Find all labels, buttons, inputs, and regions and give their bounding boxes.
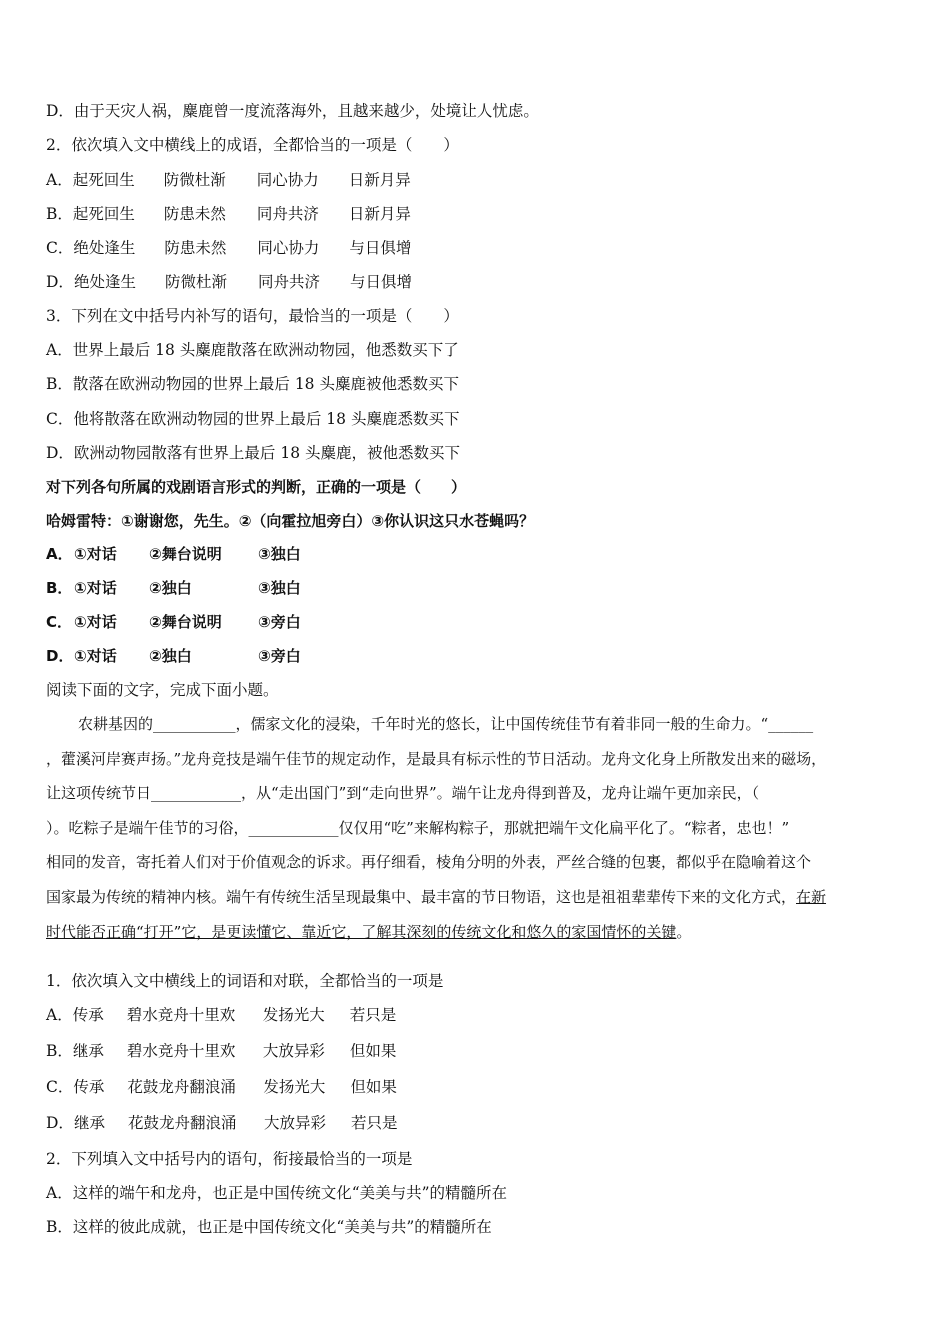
q2-option-a <box>46 169 411 191</box>
passage-line: 农耕基因的___________，儒家文化的浸染，千年时光的悠长，让中国传统佳节有着非同一般的生命力。“______ <box>78 715 814 733</box>
option-item: 传承 <box>73 1078 105 1096</box>
sub2-stem: 2．下列填入文中括号内的语句，衔接最恰当的一项是 <box>46 1150 413 1168</box>
option-item: ②独白 <box>149 579 192 597</box>
underlined-sentence: 时代能否正确“打开”它，是更读懂它、靠近它，了解其深刻的传统文化和悠久的家国情怀的关键 <box>46 922 677 941</box>
option-item: 日新月异 <box>348 171 411 189</box>
option-item: 防患未然 <box>163 205 226 223</box>
option-item: 大放异彩 <box>263 1114 326 1132</box>
passage-line: 相同的发音，寄托着人们对于价值观念的诉求。再仔细看，棱角分明的外表，严丝合缝的包裹，都似乎在隐喻着这个 <box>46 853 812 872</box>
sub1-option-a <box>46 1004 396 1026</box>
option-label: A． <box>46 545 73 563</box>
option-item: 防微杜渐 <box>163 171 226 189</box>
option-item: 花鼓龙舟翻浪涌 <box>127 1078 236 1096</box>
option-item: 起死回生 <box>72 171 135 189</box>
passage-line <box>46 915 908 950</box>
option-item: 大放异彩 <box>262 1042 325 1060</box>
option-label: C． <box>46 613 73 631</box>
passage-line: 让这项传统节日____________，从“走出国门”到“走向世界”。端午让龙舟得到普及，龙舟让端午更加亲民，（ <box>46 784 760 803</box>
drama-quote: 哈姆雷特：①谢谢您，先生。②（向霍拉旭旁白）③你认识这只水苍蝇吗？ <box>46 512 535 530</box>
option-item: ②舞台说明 <box>149 613 222 631</box>
sub1-option-c <box>46 1076 397 1098</box>
option-item: 发扬光大 <box>263 1078 326 1096</box>
underlined-sentence: 在新 <box>796 887 827 906</box>
q3-option-c: C．他将散落在欧洲动物园的世界上最后 18 头麋鹿悉数买下 <box>46 410 460 428</box>
option-item: ①对话 <box>74 579 117 597</box>
passage-line: ，藿溪河岸赛声扬。”龙舟竞技是端午佳节的规定动作，是最具有标示性的节日活动。龙舟文化身上所散发出来的磁场， <box>46 749 827 768</box>
option-item: 同舟共济 <box>256 205 319 223</box>
option-label: C． <box>46 1078 74 1096</box>
sub2-option-b: B．这样的彼此成就，也正是中国传统文化“美美与共”的精髓所在 <box>46 1218 492 1236</box>
q3-option-b: B．散落在欧洲动物园的世界上最后 18 头麋鹿被他悉数买下 <box>46 375 459 393</box>
option-label: A． <box>46 171 73 189</box>
option-item: 花鼓龙舟翻浪涌 <box>127 1114 237 1132</box>
q3-stem: 3．下列在文中括号内补写的语句，最恰当的一项是（ ） <box>46 307 459 325</box>
q2-option-c <box>46 237 411 259</box>
option-item: 同心协力 <box>257 239 320 257</box>
option-item: ①对话 <box>74 647 117 665</box>
passage-line: ）。吃粽子是端午佳节的习俗，____________仅仅用“吃”来解构粽子，那就把端午文化扁平化了。“粽者，忠也！” <box>46 818 790 837</box>
option-item: 但如果 <box>349 1042 397 1060</box>
option-item: 若只是 <box>350 1114 398 1132</box>
prev-option-d: D．由于天灾人祸，麋鹿曾一度流落海外，且越来越少，处境让人忧虑。 <box>46 102 539 120</box>
option-item: ①对话 <box>74 545 117 563</box>
option-label: D． <box>46 273 74 291</box>
option-item: ③独白 <box>258 545 301 563</box>
sub1-stem: 1．依次填入文中横线上的词语和对联，全都恰当的一项是 <box>46 972 444 990</box>
option-item: ③旁白 <box>258 613 301 631</box>
option-item: 防微杜渐 <box>164 273 227 291</box>
option-item: ③独白 <box>258 579 301 597</box>
q2-option-d <box>46 271 412 293</box>
drama-option-a <box>46 543 301 565</box>
option-label: D． <box>46 1114 74 1132</box>
passage-line <box>46 880 908 915</box>
q3-option-a: A．世界上最后 18 头麋鹿散落在欧洲动物园，他悉数买下了 <box>46 341 459 359</box>
drama-stem: 对下列各句所属的戏剧语言形式的判断，正确的一项是（ ） <box>46 478 467 496</box>
option-item: 与日俱增 <box>349 239 412 257</box>
reading-passage <box>46 707 908 949</box>
drama-option-c <box>46 611 301 633</box>
option-item: ②舞台说明 <box>149 545 222 563</box>
q2-option-b <box>46 203 411 225</box>
option-item: 碧水竞舟十里欢 <box>126 1042 236 1060</box>
passage-line-text: 国家最为传统的精神内核。端午有传统生活呈现最集中、最丰富的节日物语，这也是祖祖辈辈传下来的文化方式， <box>46 887 797 906</box>
q3-option-d: D．欧洲动物园散落有世界上最后 18 头麋鹿，被他悉数买下 <box>46 444 461 462</box>
option-item: 同舟共济 <box>257 273 320 291</box>
option-item: ①对话 <box>74 613 117 631</box>
sub2-option-a: A．这样的端午和龙舟，也正是中国传统文化“美美与共”的精髓所在 <box>46 1184 508 1202</box>
option-item: 传承 <box>72 1006 104 1024</box>
option-label: B． <box>46 1042 73 1060</box>
reading-intro: 阅读下面的文字，完成下面小题。 <box>46 681 279 699</box>
option-item: 碧水竞舟十里欢 <box>126 1006 236 1024</box>
option-item: 发扬光大 <box>262 1006 325 1024</box>
end-mark: 。 <box>676 922 692 941</box>
option-item: 但如果 <box>350 1078 397 1096</box>
drama-option-d <box>46 645 301 667</box>
option-item: 继承 <box>72 1042 104 1060</box>
option-item: 与日俱增 <box>349 273 412 291</box>
sub1-option-b <box>46 1040 396 1062</box>
option-item: 日新月异 <box>348 205 411 223</box>
option-item: ②独白 <box>149 647 192 665</box>
option-label: B． <box>46 579 73 597</box>
option-label: B． <box>46 205 73 223</box>
drama-option-b <box>46 577 301 599</box>
option-item: ③旁白 <box>258 647 301 665</box>
q2-stem: 2．依次填入文中横线上的成语，全都恰当的一项是（ ） <box>46 136 459 154</box>
option-label: C． <box>46 239 74 257</box>
option-item: 若只是 <box>349 1006 397 1024</box>
option-label: D． <box>46 647 74 665</box>
option-label: A． <box>46 1006 73 1024</box>
option-item: 继承 <box>73 1114 105 1132</box>
option-item: 防患未然 <box>164 239 227 257</box>
option-item: 同心协力 <box>256 171 319 189</box>
option-item: 绝处逢生 <box>73 273 136 291</box>
option-item: 绝处逢生 <box>73 239 136 257</box>
option-item: 起死回生 <box>72 205 135 223</box>
sub1-option-d <box>46 1112 397 1134</box>
